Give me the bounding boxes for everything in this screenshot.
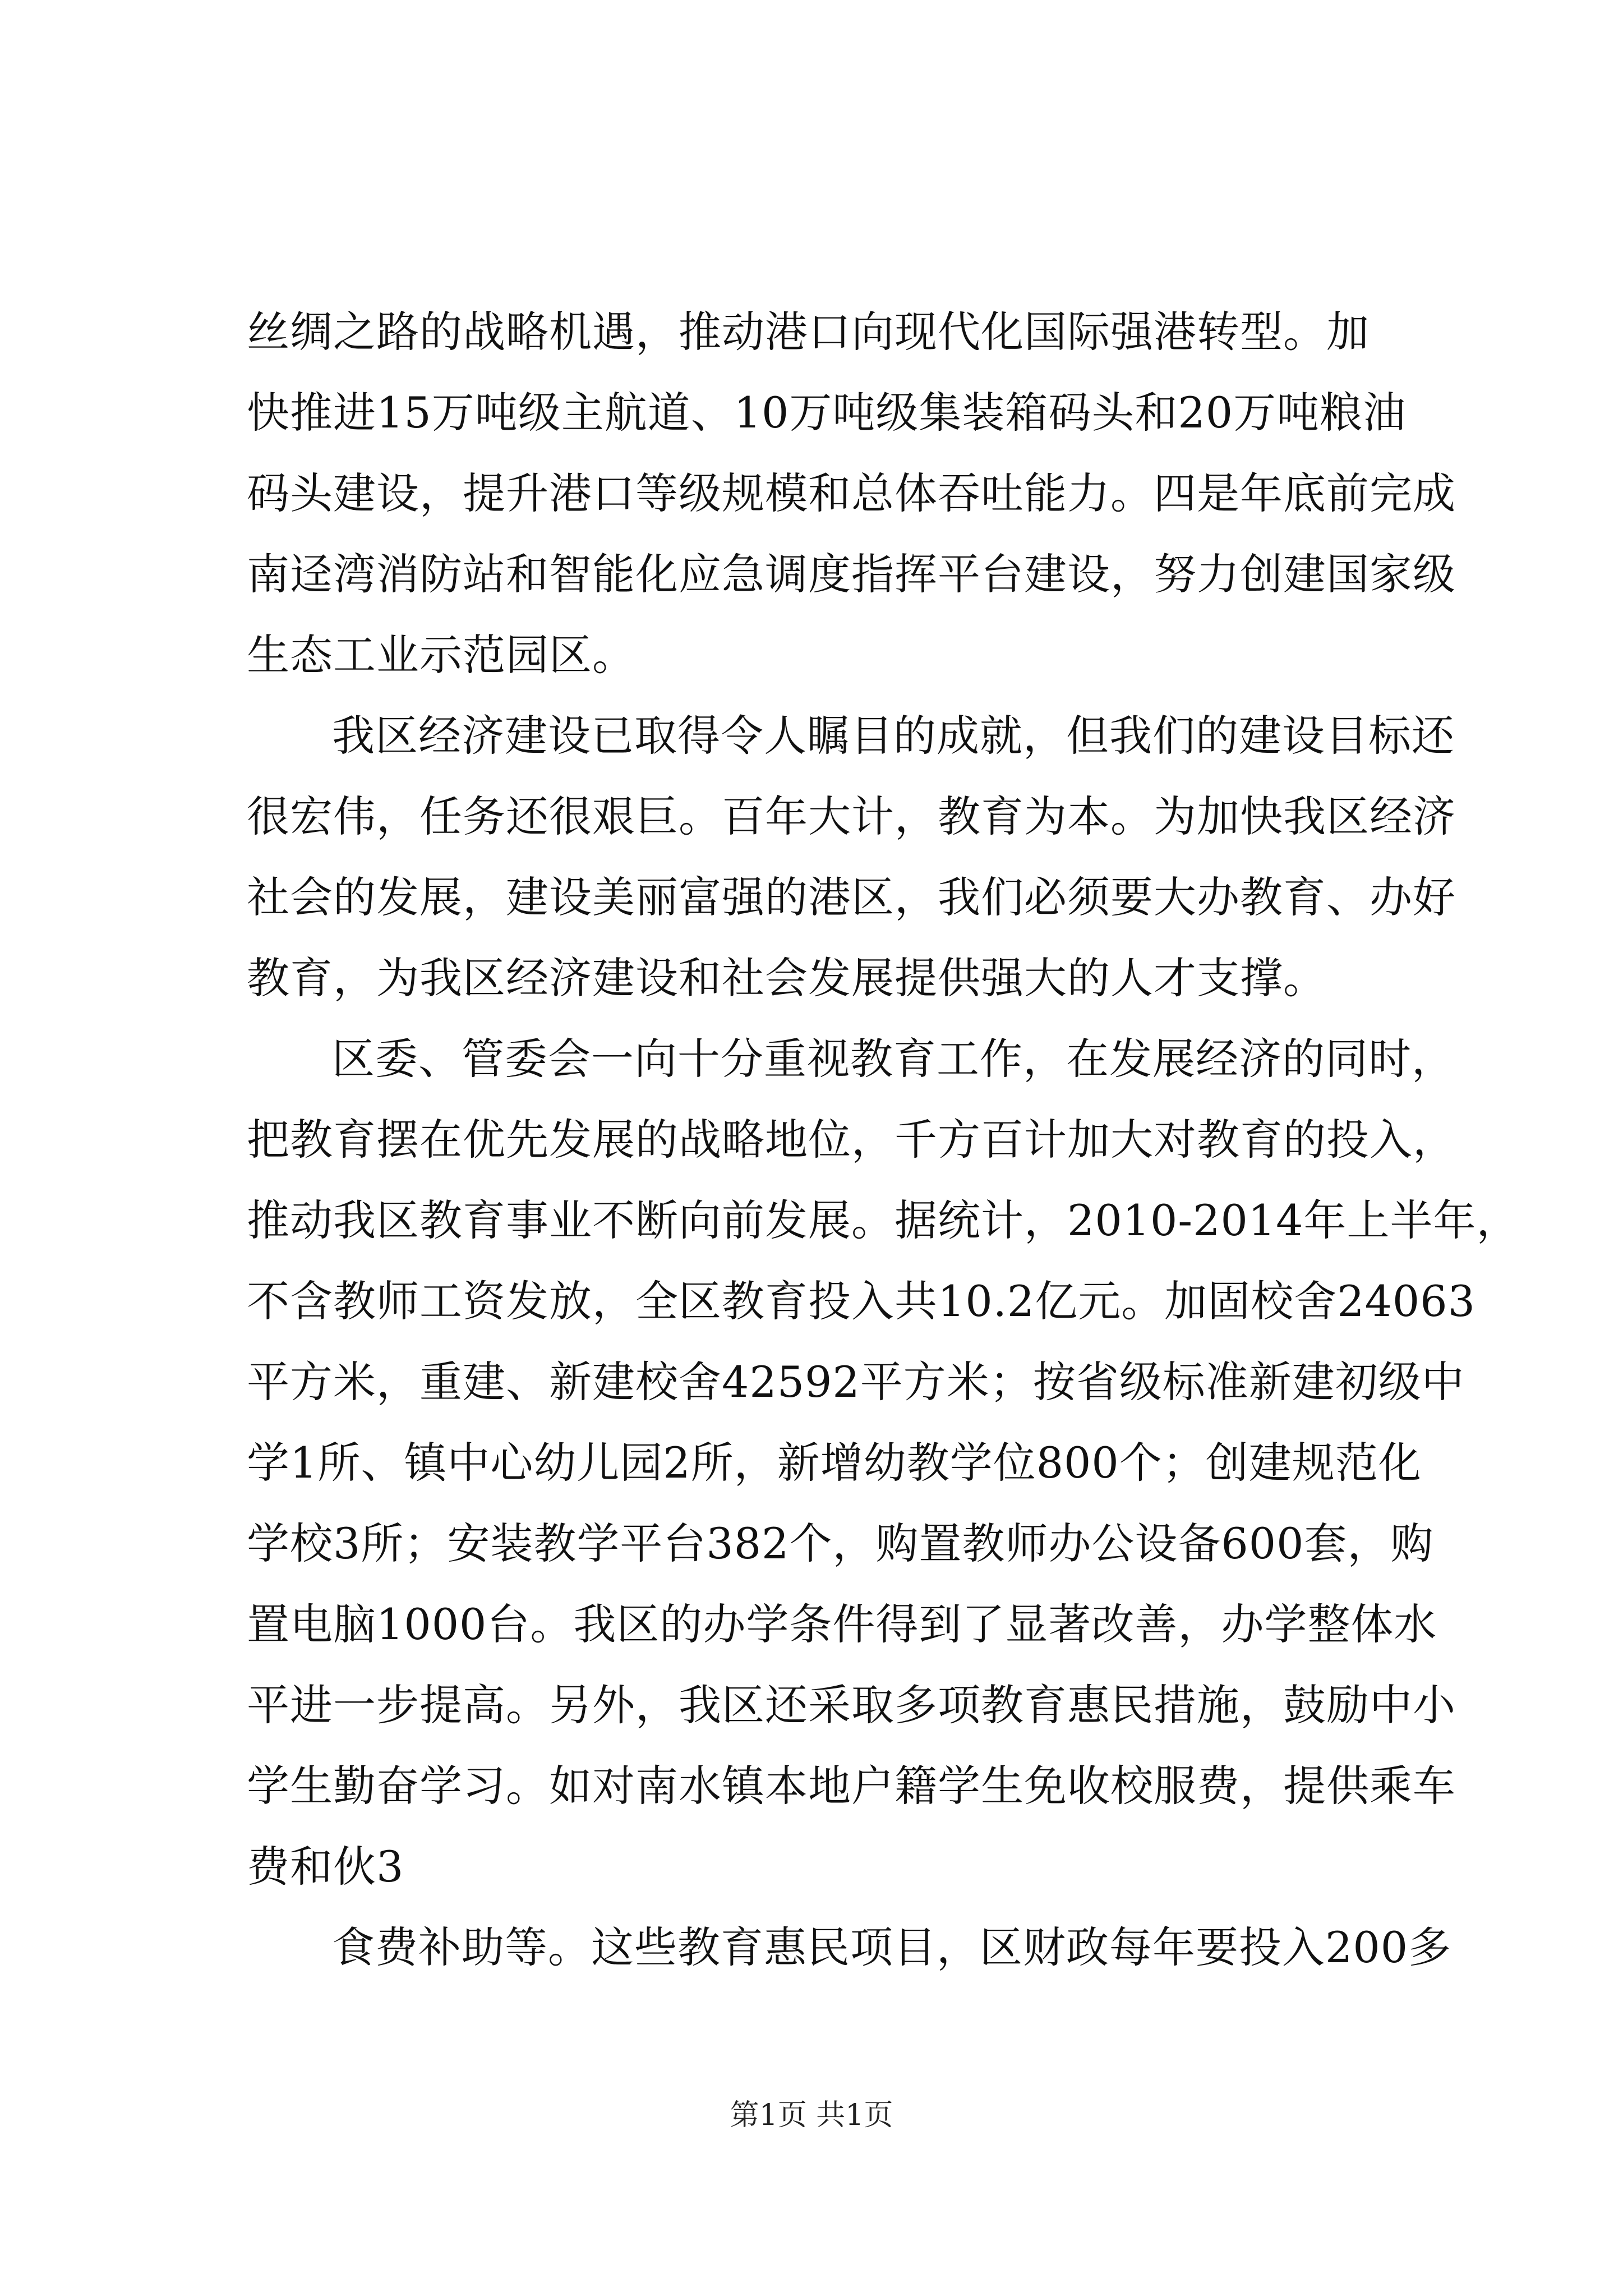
paragraph-start-line: 食费补助等。这些教育惠民项目，区财政每年要投入200多 — [332, 1922, 1452, 1972]
paragraph-start-line: 我区经济建设已取得令人瞩目的成就，但我们的建设目标还 — [332, 711, 1455, 761]
document-body — [247, 292, 1520, 1988]
text-line: 平方米，重建、新建校舍42592平方米；按省级标准新建初级中 — [247, 1357, 1465, 1407]
text-line: 学1所、镇中心幼儿园2所，新增幼教学位800个；创建规范化 — [247, 1438, 1422, 1488]
text-line: 平进一步提高。另外，我区还采取多项教育惠民措施，鼓励中小 — [247, 1680, 1456, 1730]
text-line: 费和伙3 — [247, 1842, 404, 1892]
paragraph-start-line: 区委、管委会一向十分重视教育工作，在发展经济的同时， — [332, 1034, 1455, 1084]
page-footer — [0, 2096, 1623, 2135]
text-line: 把教育摆在优先发展的战略地位，千方百计加大对教育的投入， — [247, 1115, 1456, 1165]
text-line: 社会的发展，建设美丽富强的港区，我们必须要大办教育、办好 — [247, 872, 1456, 922]
text-line: 置电脑1000台。我区的办学条件得到了显著改善，办学整体水 — [247, 1599, 1437, 1649]
text-line: 学生勤奋学习。如对南水镇本地户籍学生免收校服费，提供乘车 — [247, 1761, 1456, 1811]
page-number: 第1页 共1页 — [730, 2099, 893, 2132]
text-line: 快推进15万吨级主航道、10万吨级集装箱码头和20万吨粮油 — [247, 388, 1407, 438]
text-line: 教育，为我区经济建设和社会发展提供强大的人才支撑。 — [247, 953, 1326, 1003]
text-line: 推动我区教育事业不断向前发展。据统计，2010-2014年上半年， — [247, 1195, 1520, 1245]
text-line: 码头建设，提升港口等级规模和总体吞吐能力。四是年底前完成 — [247, 468, 1456, 518]
text-line: 不含教师工资发放，全区教育投入共10.2亿元。加固校舍24063 — [247, 1276, 1476, 1326]
text-line: 学校3所；安装教学平台382个，购置教师办公设备600套，购 — [247, 1519, 1434, 1568]
text-line: 南迳湾消防站和智能化应急调度指挥平台建设，努力创建国家级 — [247, 549, 1456, 599]
text-line: 生态工业示范园区。 — [247, 630, 635, 680]
text-line: 丝绸之路的战略机遇，推动港口向现代化国际强港转型。加 — [247, 307, 1370, 357]
text-line: 很宏伟，任务还很艰巨。百年大计，教育为本。为加快我区经济 — [247, 792, 1456, 841]
